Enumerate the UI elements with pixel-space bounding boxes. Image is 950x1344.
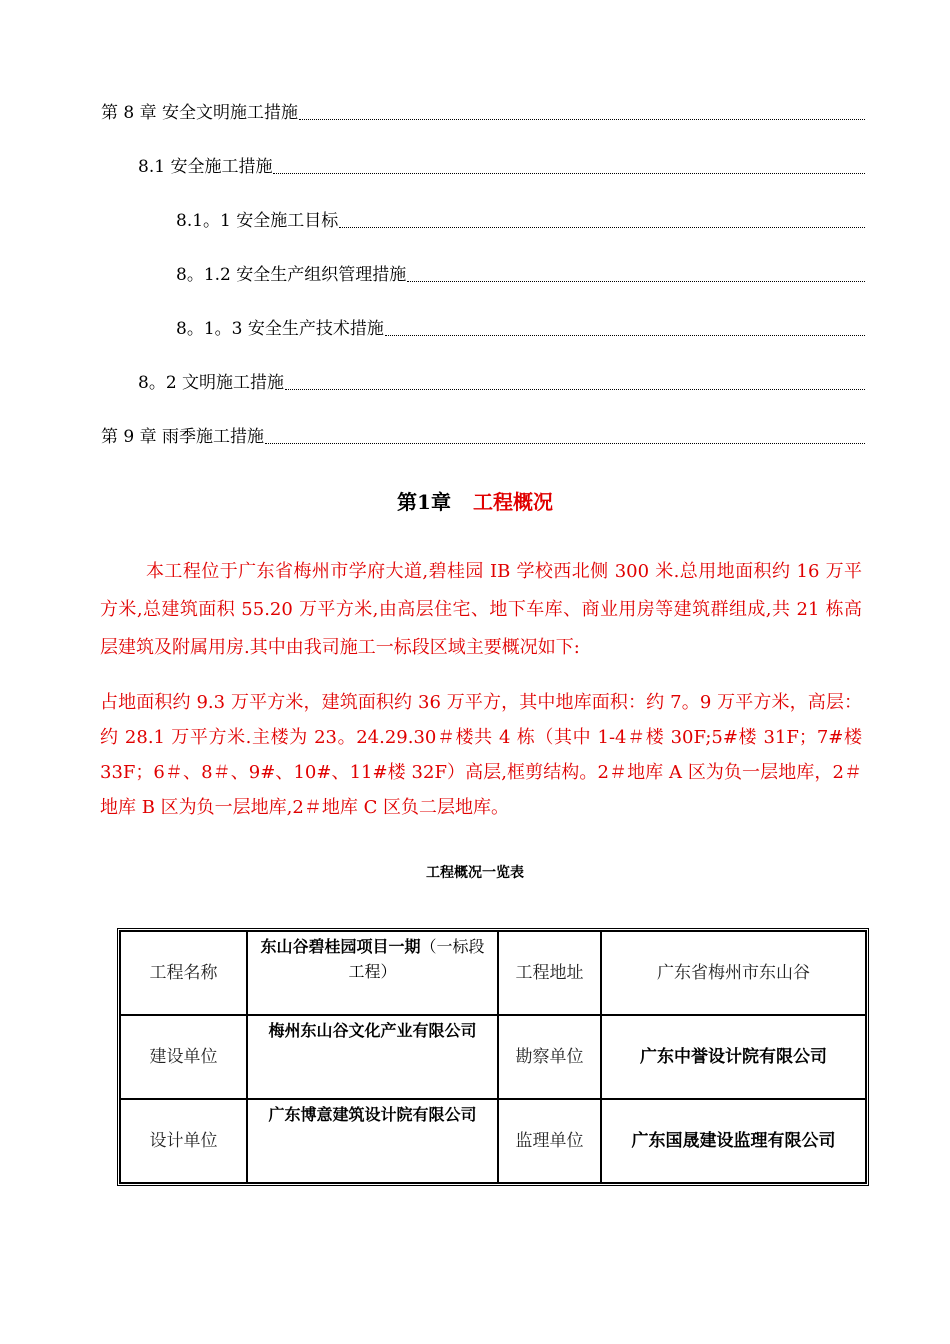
client-value: 梅州东山谷文化产业有限公司 — [247, 1015, 498, 1099]
table-row — [120, 1015, 866, 1099]
design-unit-value: 广东博意建筑设计院有限公司 — [247, 1099, 498, 1183]
toc-entry-label: 第 8 章 安全文明施工措施 — [101, 103, 299, 123]
toc-entry-8-1-1[interactable] — [176, 210, 865, 232]
project-name-suffix: （一标段工程） — [348, 937, 485, 981]
chapter-heading — [0, 486, 950, 518]
detail-paragraph: 占地面积约 9.3 万平方米，建筑面积约 36 万平方，其中地库面积：约 7。9 万平方米，高层：约 28.1 万平方米.主楼为 23。24.29.30＃楼共 4 栋（其中 1-4＃楼 30F;5#楼 31F；7#楼 33F；6＃、8＃、9#、10#、11#楼 32F）高层,框剪结构。2＃地库 A 区为负一层地库，2＃地库 B 区为负一层地库,2＃地库 C 区负二层地库。 — [100, 692, 862, 818]
toc-entry-8-2[interactable] — [138, 372, 865, 394]
toc-entry-chapter-8[interactable] — [101, 102, 865, 124]
toc-entry-label: 8.1 安全施工措施 — [138, 157, 273, 177]
table-title: 工程概况一览表 — [426, 865, 524, 881]
toc-entry-label: 8。1。3 安全生产技术措施 — [176, 319, 384, 339]
toc-leader-dots — [385, 332, 865, 336]
toc-entry-chapter-9[interactable] — [101, 426, 865, 448]
toc-entry-8-1[interactable] — [138, 156, 865, 178]
toc-leader-dots — [273, 170, 865, 174]
project-address-label: 工程地址 — [498, 931, 601, 1015]
survey-unit-label: 勘察单位 — [498, 1015, 601, 1099]
project-overview-table — [117, 928, 869, 1186]
table-row — [120, 1099, 866, 1183]
toc-leader-dots — [265, 440, 865, 444]
toc-leader-dots — [285, 386, 865, 390]
design-unit-label: 设计单位 — [120, 1099, 247, 1183]
project-name-main: 东山谷碧桂园项目一期 — [260, 937, 421, 956]
supervision-unit-value: 广东国晟建设监理有限公司 — [601, 1099, 866, 1183]
chapter-title: 工程概况 — [472, 490, 553, 514]
client-label: 建设单位 — [120, 1015, 247, 1099]
toc-entry-8-1-3[interactable] — [176, 318, 865, 340]
toc-entry-8-1-2[interactable] — [176, 264, 865, 286]
intro-paragraph: 本工程位于广东省梅州市学府大道,碧桂园 IB 学校西北侧 300 米.总用地面积约 16 万平方米,总建筑面积 55.20 万平方米,由高层住宅、地下车库、商业用房等建筑群组成,共 21 栋高层建筑及附属用房.其中由我司施工一标段区域主要概况如下: — [100, 561, 862, 658]
project-address-value: 广东省梅州市东山谷 — [601, 931, 866, 1015]
toc-leader-dots — [339, 224, 865, 228]
chapter-number: 第1章 — [397, 490, 451, 514]
toc-leader-dots — [407, 278, 865, 282]
toc-entry-label: 第 9 章 雨季施工措施 — [101, 427, 265, 447]
project-name-label: 工程名称 — [120, 931, 247, 1015]
table-row — [120, 931, 866, 1015]
toc-entry-label: 8。2 文明施工措施 — [138, 373, 285, 393]
toc-entry-label: 8.1。1 安全施工目标 — [176, 211, 339, 231]
toc-entry-label: 8。1.2 安全生产组织管理措施 — [176, 265, 407, 285]
supervision-unit-label: 监理单位 — [498, 1099, 601, 1183]
survey-unit-value: 广东中誉设计院有限公司 — [601, 1015, 866, 1099]
project-name-value — [247, 931, 498, 1015]
toc-leader-dots — [299, 116, 865, 120]
